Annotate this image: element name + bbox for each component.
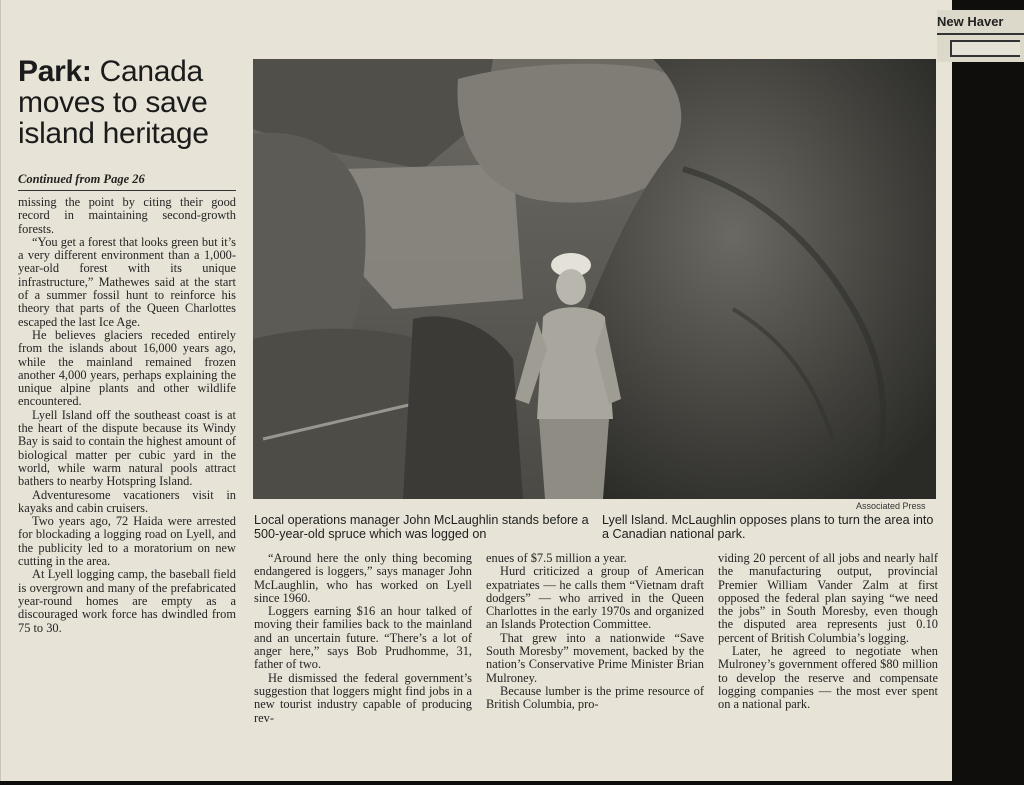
paragraph: Hurd criticized a group of American expatriates — he calls them “Vietnam draft dodgers” — who arrived in the Queen Charlottes in the early 1970s and organized an Islands Protection Committee. <box>486 564 704 632</box>
headline-text: Canada moves to save island heritage <box>18 55 209 150</box>
paragraph: That grew into a nationwide “Save South Moresby” movement, backed by the nation’s Conservative Prime Minister Brian Mulroney. <box>486 630 704 685</box>
adjacent-clipping-box <box>950 40 1020 57</box>
paragraph: “Around here the only thing becoming endangered is loggers,” says manager John McLaughlin, who has worked on Lyell since 1960. <box>254 551 472 605</box>
headline-rule <box>18 190 236 191</box>
continued-from-line: Continued from Page 26 <box>18 172 145 186</box>
paragraph: Because lumber is the prime resource of British Columbia, pro- <box>486 683 704 712</box>
paragraph: At Lyell logging camp, the baseball field is overgrown and many of the prefabricated year-round homes are empty as a discouraged work force has dwindled from 75 to 30. <box>18 567 236 635</box>
article-column-4 <box>718 552 938 712</box>
photo-caption-right: Lyell Island. McLaughlin opposes plans to turn the area into a Canadian national park. <box>602 513 934 541</box>
article-column-3 <box>486 552 704 712</box>
paragraph: Later, he agreed to negotiate when Mulroney’s government offered $80 million to develop the reserve and compensate logging companies — the most ever spent on a national park. <box>718 644 938 712</box>
article-column-2 <box>254 552 472 725</box>
paragraph: enues of $7.5 million a year. <box>486 551 627 565</box>
paragraph: missing the point by citing their good record in maintaining second-growth forests. <box>18 195 236 236</box>
adjacent-clipping-label: New Haver <box>937 14 1004 29</box>
photo-credit: Associated Press <box>856 501 926 511</box>
article-column-1 <box>18 196 236 635</box>
headline-bold: Park: <box>18 55 92 88</box>
paragraph: Adventuresome vacationers visit in kayaks and cabin cruisers. <box>18 487 236 515</box>
paragraph: viding 20 percent of all jobs and nearly half the manufacturing output, provincial Premier William Vander Zalm at first opposed the federal plan saying “we need the jobs” in South Moresby, even though the disputed area represents just 0.10 percent of British Columbia’s logging. <box>718 551 938 645</box>
photo-caption-left: Local operations manager John McLaughlin stands before a 500-year-old spruce which was logged on <box>254 513 589 541</box>
paragraph: He dismissed the federal government’s suggestion that loggers might find jobs in a new tourist industry capable of producing rev- <box>254 670 472 725</box>
paragraph: Lyell Island off the southeast coast is at the heart of the dispute because its Windy Bay is said to contain the highest amount of biological matter per cubic yard in the world, while warm natural pools attract bathers to nearby Hotspring Island. <box>18 407 236 489</box>
paragraph: Loggers earning $16 an hour talked of moving their families back to the mainland and an uncertain future. “There’s a lot of anger here,” says Bob Prudhomme, 31, father of two. <box>254 604 472 672</box>
paragraph: Two years ago, 72 Haida were arrested for blockading a logging road on Lyell, and the publicity led to a moratorium on new cutting in the area. <box>18 514 236 569</box>
paragraph: “You get a forest that looks green but it’s a very different environment than a 1,000-year-old forest with its unique infrastructure,” Mathewes said at the start of a summer fossil hunt to reinforce his theory that parts of the Queen Charlottes escaped the last Ice Age. <box>18 234 236 329</box>
headline <box>18 56 248 149</box>
news-photo <box>253 59 936 499</box>
adjacent-clipping-rule <box>937 33 1024 35</box>
paragraph: He believes glaciers receded entirely from the islands about 16,000 years ago, while the mainland remained frozen another 4,000 years, perhaps explaining the unique alpine plants and other wildlife encountered. <box>18 327 236 409</box>
